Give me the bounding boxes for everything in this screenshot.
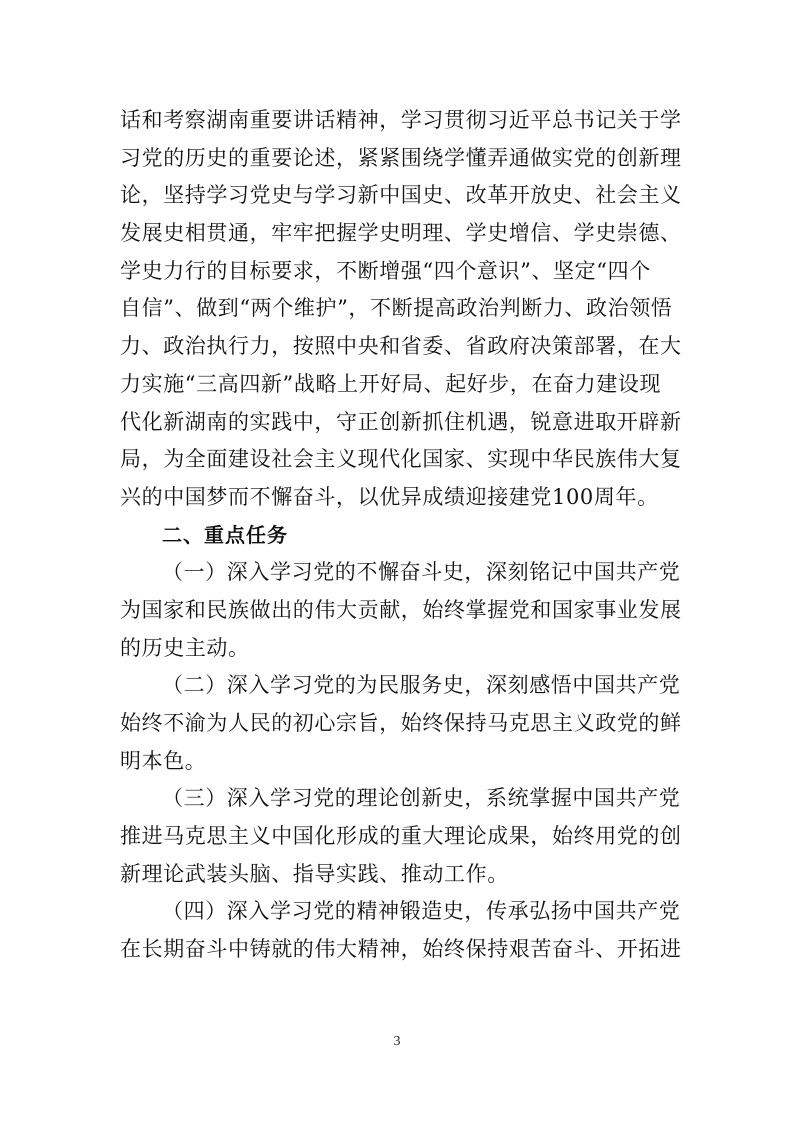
text-line: 习党的历史的重要论述，紧紧围绕学懂弄通做实党的创新理 bbox=[120, 145, 682, 170]
text-line: 为国家和民族做出的伟大贡献，始终掌握党和国家事业发展 bbox=[120, 597, 682, 622]
text-line: （三）深入学习党的理论创新史，系统掌握中国共产党 bbox=[162, 786, 681, 811]
text-line: 力、政治执行力，按照中央和省委、省政府决策部署，在大 bbox=[120, 334, 682, 359]
text-line: 话和考察湖南重要讲话精神，学习贯彻习近平总书记关于学 bbox=[120, 108, 682, 132]
text-line: 明本色。 bbox=[120, 748, 207, 773]
page-number: 3 bbox=[393, 1034, 401, 1049]
text-line: 新理论武装头脑、指导实践、推动工作。 bbox=[120, 861, 509, 886]
text-line: 在长期奋斗中铸就的伟大精神，始终保持艰苦奋斗、开拓进 bbox=[120, 937, 682, 962]
text-line: 力实施“三高四新”战略上开好局、起好步，在奋力建设现 bbox=[120, 371, 662, 396]
text-line: （一）深入学习党的不懈奋斗史，深刻铭记中国共产党 bbox=[162, 560, 681, 585]
text-line: 学史力行的目标要求，不断增强“四个意识”、坚定“四个 bbox=[120, 258, 651, 283]
body-text bbox=[120, 102, 682, 969]
text-line: 推进马克思主义中国化形成的重大理论成果，始终用党的创 bbox=[120, 824, 682, 849]
text-line: 自信”、做到“两个维护”，不断提高政治判断力、政治领悟 bbox=[120, 296, 673, 321]
text-line: （二）深入学习党的为民服务史，深刻感悟中国共产党 bbox=[162, 673, 681, 698]
text-line: 的历史主动。 bbox=[120, 635, 250, 660]
text-line: 兴的中国梦而不懈奋斗，以优异成绩迎接建党100周年。 bbox=[120, 484, 659, 509]
text-line: 始终不渝为人民的初心宗旨，始终保持马克思主义政党的鲜 bbox=[120, 711, 682, 735]
text-line: 代化新湖南的实践中，守正创新抓住机遇，锐意进取开辟新 bbox=[120, 409, 682, 434]
text-line: 论，坚持学习党史与学习新中国史、改革开放史、社会主义 bbox=[120, 183, 682, 208]
text-line: （四）深入学习党的精神锻造史，传承弘扬中国共产党 bbox=[162, 899, 681, 924]
section-heading: 二、重点任务 bbox=[162, 522, 288, 547]
text-line: 发展史相贯通，牢牢把握学史明理、学史增信、学史崇德、 bbox=[120, 221, 682, 246]
text-line: 局，为全面建设社会主义现代化国家、实现中华民族伟大复 bbox=[120, 447, 682, 472]
